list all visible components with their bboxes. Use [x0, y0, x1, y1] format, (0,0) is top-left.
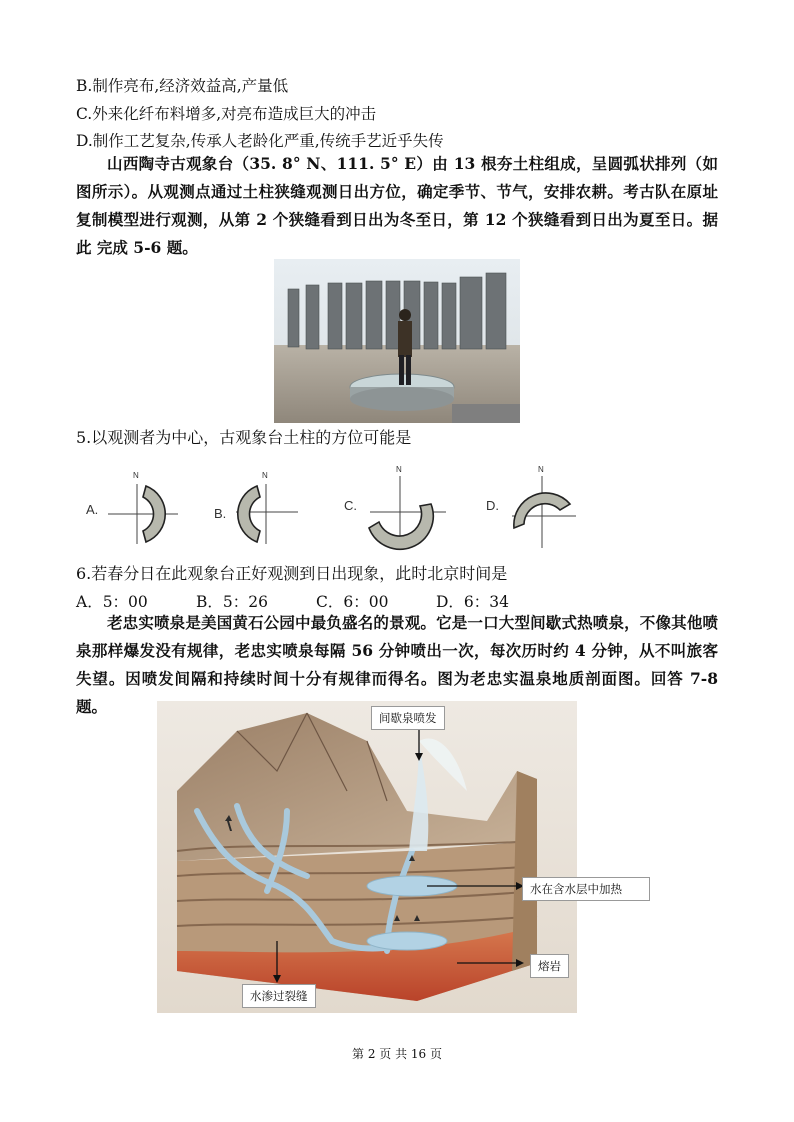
option-a-label: A.	[86, 502, 99, 517]
passage-observatory: 山西陶寺古观象台（35. 8° N、111. 5° E）由 13 根夯土柱组成，呈圆弧状排列（如图所示）。从观测点通过土柱狭缝观测日出方位，确定季节、节气，安排农耕。考古队在原址复制模型进行观测，从第 2 个狭缝看到日出为冬至日，第 12 个狭缝看到日出为夏至日。据此 完成 5-6 题。	[76, 154, 718, 257]
label-magma: 熔岩	[530, 954, 569, 978]
q6-option-a: A．5：00	[76, 593, 148, 611]
label-heated: 水在含水层中加热	[522, 877, 650, 901]
option-b: B.制作亮布,经济效益高,产量低	[76, 77, 289, 95]
q6-option-b: B．5：26	[196, 593, 268, 611]
q5-options-figure	[86, 464, 606, 556]
label-seep: 水渗过裂缝	[242, 984, 316, 1008]
page-footer: 第 2 页 共 16 页	[352, 1047, 442, 1061]
north-c: N	[396, 465, 402, 474]
option-c-label: C.	[344, 498, 357, 513]
option-d: D.制作工艺复杂,传承人老龄化严重,传统手艺近乎失传	[76, 132, 444, 150]
observatory-photo	[274, 259, 520, 423]
option-b-arc	[238, 486, 260, 542]
question-5-stem: 5.以观测者为中心，古观象台土柱的方位可能是	[76, 428, 412, 447]
question-6-stem: 6.若春分日在此观象台正好观测到日出现象，此时北京时间是	[76, 564, 508, 583]
passage-old-faithful: 老忠实喷泉是美国黄石公园中最负盛名的景观。它是一口大型间歇式热喷泉，不像其他喷泉那样爆发没有规律，老忠实喷泉每隔 56 分钟喷出一次，每次历时约 4 分钟，从不叫旅客失望。因喷发间隔和持续时间十分有规律而得名。图为老忠实温泉地质剖面图。回答 7-8 题。	[76, 613, 718, 716]
north-a: N	[133, 471, 139, 480]
option-d-label: D.	[486, 498, 499, 513]
label-eruption: 间歇泉喷发	[371, 706, 445, 730]
option-b-label: B.	[214, 506, 227, 521]
north-b: N	[262, 471, 268, 480]
geyser-cross-section	[157, 701, 577, 1013]
option-c-arc	[369, 504, 433, 549]
q6-option-d: D．6：34	[436, 593, 510, 611]
north-d: N	[538, 465, 544, 474]
option-c: C.外来化纤布料增多,对亮布造成巨大的冲击	[76, 105, 377, 123]
q6-option-c: C．6：00	[316, 593, 389, 611]
